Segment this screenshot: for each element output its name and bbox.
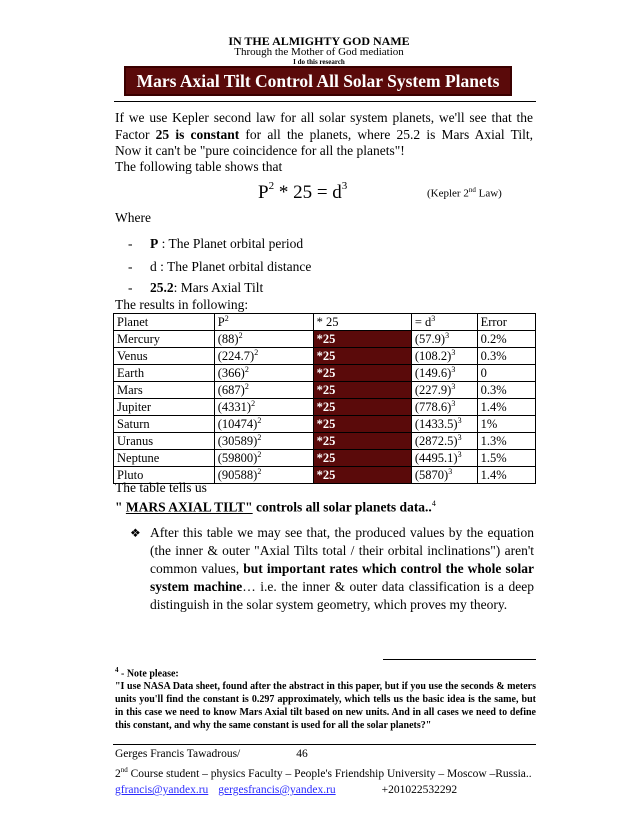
- formula-exp: 2: [268, 180, 275, 192]
- where-label: Where: [115, 210, 151, 225]
- table-cell-value: (778.6): [414, 400, 452, 414]
- cell-exponent: 3: [457, 449, 462, 459]
- email-link-1[interactable]: gfrancis@yandex.ru: [115, 784, 209, 796]
- intro-line-4: The following table shows that: [115, 159, 283, 174]
- table-cell: [411, 348, 477, 365]
- table-cell: [313, 348, 411, 365]
- table-cell-value: (687): [217, 383, 245, 397]
- table-cell: [114, 331, 215, 348]
- phone-number: +201022532292: [381, 784, 458, 796]
- table-cell-value: *25: [316, 434, 336, 448]
- cell-exponent: 3: [448, 466, 453, 476]
- cell-exponent: 2: [257, 415, 262, 425]
- table-cell-value: (57.9): [414, 332, 446, 346]
- table-cell: [114, 348, 215, 365]
- table-cell-value: (108.2): [414, 349, 452, 363]
- table-cell: [114, 450, 215, 467]
- table-summary: The table tells us: [115, 480, 207, 495]
- title-divider: [114, 101, 536, 102]
- table-cell: [313, 433, 411, 450]
- table-cell-value: (10474): [217, 417, 258, 431]
- cell-exponent: 3: [451, 398, 456, 408]
- cell-exponent: 2: [244, 364, 249, 374]
- definition-term: 25.2: [150, 280, 174, 295]
- table-cell-value: (227.9): [414, 383, 452, 397]
- cell-exponent: 3: [445, 330, 450, 340]
- footnote-body: "I use NASA Data sheet, found after the abstract in this paper, but if you use the seconds & meters units you'll find the constant is 0.297 approximately, which tells us the basic idea is the same, but in this case we need to know Mars Axial tilt based on new units. And in all cases we need to define this constant, and why the same constant is used for all the solar planets?": [115, 681, 536, 732]
- table-cell-value: Earth: [117, 366, 145, 380]
- table-cell: [114, 416, 215, 433]
- kepler-note-sup: nd: [468, 186, 476, 194]
- table-cell: [411, 416, 477, 433]
- table-cell: [411, 450, 477, 467]
- diamond-bullet-icon: ❖: [130, 526, 141, 540]
- table-cell-value: Jupiter: [117, 400, 152, 414]
- table-cell: [214, 365, 313, 382]
- table-cell-value: 0.2%: [480, 332, 507, 346]
- footer-contact-line: [115, 784, 457, 796]
- table-cell-value: 1.3%: [480, 434, 507, 448]
- table-header-cell: Planet: [114, 314, 215, 331]
- cell-exponent: 3: [457, 432, 462, 442]
- formula-lhs: P: [258, 182, 269, 203]
- results-table: [113, 313, 536, 484]
- intro-line-3: Now it can't be "pure coincidence for all the planets"!: [115, 143, 405, 158]
- cell-exponent: 3: [451, 381, 456, 391]
- table-cell: [411, 331, 477, 348]
- table-cell-value: (90588): [217, 468, 258, 482]
- table-row: [114, 365, 536, 382]
- table-cell-value: *25: [316, 332, 336, 346]
- table-cell-value: Mercury: [117, 332, 161, 346]
- table-cell-value: (224.7): [217, 349, 255, 363]
- table-cell: [477, 416, 535, 433]
- dash: -: [128, 259, 133, 274]
- footnote-ref: 4: [431, 499, 436, 508]
- table-row: [114, 348, 536, 365]
- table-cell-value: *25: [316, 383, 336, 397]
- table-cell: [214, 450, 313, 467]
- table-cell: [477, 433, 535, 450]
- footer-course-line: [115, 766, 532, 780]
- table-row: [114, 450, 536, 467]
- table-cell: [114, 399, 215, 416]
- table-cell-value: Pluto: [117, 468, 144, 482]
- footer-author-line: [115, 748, 308, 760]
- kepler-note: [427, 186, 502, 200]
- email-link-2[interactable]: gergesfrancis@yandex.ru: [218, 784, 336, 796]
- table-cell-value: 0.3%: [480, 349, 507, 363]
- intro-line-2: [115, 127, 533, 143]
- table-cell: [313, 331, 411, 348]
- formula-mid: * 25 = d: [274, 182, 342, 203]
- header-line-3: I do this research: [293, 58, 345, 66]
- table-cell-value: (149.6): [414, 366, 452, 380]
- cell-exponent: 2: [254, 347, 259, 357]
- footer-author: Gerges Francis Tawadrous/: [115, 748, 241, 760]
- table-cell: [411, 382, 477, 399]
- cell-exponent: 2: [257, 449, 262, 459]
- table-header-cell: $P^2$: [214, 314, 313, 331]
- intro-line-1: If we use Kepler second law for all solar system planets, we'll see that the: [115, 110, 533, 125]
- table-cell-value: (1433.5): [414, 417, 458, 431]
- table-cell-value: 1.4%: [480, 468, 507, 482]
- definition-text: d : The Planet orbital distance: [150, 259, 312, 274]
- intro-bold: 25 is constant: [155, 127, 240, 142]
- cell-exponent: 2: [251, 398, 256, 408]
- table-cell-value: *25: [316, 349, 336, 363]
- table-cell: [313, 467, 411, 484]
- table-cell: [313, 450, 411, 467]
- claim-underlined: MARS AXIAL TILT": [125, 499, 253, 515]
- table-cell: [477, 382, 535, 399]
- page-number: 46: [296, 748, 308, 760]
- footer-course-sup: nd: [120, 766, 128, 774]
- table-cell-value: *25: [316, 451, 336, 465]
- table-cell-value: (5870): [414, 468, 449, 482]
- definition-item: [128, 236, 303, 252]
- table-cell: [477, 467, 535, 484]
- table-cell-value: (88): [217, 332, 239, 346]
- table-cell-value: *25: [316, 400, 336, 414]
- header-line-1: IN THE ALMIGHTY GOD NAME: [228, 34, 410, 48]
- header-exponent: 2: [224, 313, 229, 323]
- cell-exponent: 2: [244, 381, 249, 391]
- cell-exponent: 3: [451, 347, 456, 357]
- table-cell: [477, 331, 535, 348]
- table-cell: [214, 467, 313, 484]
- claim-text: controls all solar planets data..: [252, 499, 432, 515]
- table-cell: [214, 382, 313, 399]
- cell-exponent: 2: [257, 432, 262, 442]
- kepler-note-text: Law): [475, 187, 502, 200]
- table-cell: [477, 399, 535, 416]
- kepler-formula: [258, 180, 347, 204]
- table-cell-value: (366): [217, 366, 245, 380]
- footnote-number: 4: [115, 666, 119, 674]
- table-cell: [114, 433, 215, 450]
- table-header-cell: = $d^3$: [411, 314, 477, 331]
- table-cell-value: *25: [316, 366, 336, 380]
- dash: -: [128, 280, 133, 295]
- table-cell: [214, 348, 313, 365]
- claim-quote: ": [115, 499, 126, 515]
- table-cell: [313, 399, 411, 416]
- intro-text: for all the planets, where 25.2 is Mars Axial Tilt,: [239, 127, 533, 142]
- table-cell: [214, 433, 313, 450]
- table-cell-value: (2872.5): [414, 434, 458, 448]
- table-cell: [477, 348, 535, 365]
- dash: -: [128, 236, 133, 251]
- table-cell: [477, 365, 535, 382]
- cell-exponent: 2: [257, 466, 262, 476]
- table-row: [114, 433, 536, 450]
- table-cell-value: 0: [480, 366, 487, 380]
- table-row: [114, 399, 536, 416]
- table-cell: [114, 365, 215, 382]
- table-cell: [411, 365, 477, 382]
- conclusion-bold: but important rates which control the whole solar system machine: [150, 561, 534, 594]
- kepler-note-text: (Kepler 2: [427, 187, 469, 200]
- table-cell-value: Saturn: [117, 417, 150, 431]
- table-row: [114, 416, 536, 433]
- formula-exp: 3: [341, 180, 348, 192]
- results-label: The results in following:: [115, 297, 249, 312]
- footnote-label: - Note please:: [118, 668, 179, 680]
- definition-term: P: [150, 236, 159, 251]
- footer-divider: [113, 744, 536, 745]
- table-row: [114, 382, 536, 399]
- table-cell: [214, 416, 313, 433]
- table-cell-value: (4495.1): [414, 451, 458, 465]
- cell-exponent: 2: [238, 330, 243, 340]
- definition-text: : Mars Axial Tilt: [173, 280, 264, 295]
- table-cell-value: Venus: [117, 349, 148, 363]
- table-cell: [214, 331, 313, 348]
- table-cell-value: (59800): [217, 451, 258, 465]
- table-cell-value: (30589): [217, 434, 258, 448]
- table-cell-value: 1.4%: [480, 400, 507, 414]
- definition-item: [128, 280, 263, 296]
- conclusion-text: … i.e. the inner & outer data classification is a deep distinguish in the solar system geometry, which proves my theory.: [150, 579, 534, 612]
- conclusion-paragraph: [150, 524, 534, 614]
- table-cell-value: *25: [316, 417, 336, 431]
- main-claim: [115, 499, 436, 516]
- table-cell: [411, 433, 477, 450]
- table-cell-value: *25: [316, 468, 336, 482]
- table-cell: [411, 399, 477, 416]
- table-cell: [411, 467, 477, 484]
- intro-text: Factor: [115, 127, 156, 142]
- table-cell: [114, 382, 215, 399]
- table-cell: [214, 399, 313, 416]
- table-cell-value: 1%: [480, 417, 498, 431]
- table-cell: [313, 382, 411, 399]
- cell-exponent: 3: [457, 415, 462, 425]
- header-line-2: Through the Mother of God mediation: [234, 46, 404, 58]
- table-cell-value: (4331): [217, 400, 252, 414]
- table-cell-value: 1.5%: [480, 451, 507, 465]
- definition-item: [128, 259, 311, 275]
- table-cell: [313, 416, 411, 433]
- header-exponent: 3: [431, 313, 436, 323]
- table-cell-value: Uranus: [117, 434, 154, 448]
- footnote-divider: [383, 659, 536, 660]
- table-cell-value: Mars: [117, 383, 143, 397]
- table-header-row: [114, 314, 536, 331]
- table-cell-value: 0.3%: [480, 383, 507, 397]
- table-row: [114, 331, 536, 348]
- table-header-cell: Error: [477, 314, 535, 331]
- page-title: Mars Axial Tilt Control All Solar System Planets: [124, 66, 512, 96]
- footer-course-num: 2: [115, 767, 121, 780]
- table-cell: [477, 450, 535, 467]
- table-cell-value: Neptune: [117, 451, 160, 465]
- footer-course: Course student – physics Faculty – People's Friendship University – Moscow –Russia..: [127, 767, 532, 780]
- footnote: [115, 664, 536, 732]
- cell-exponent: 3: [451, 364, 456, 374]
- conclusion-text: After this table we may see that, the produced values by the equation (the inner & outer "Axial Tilts total / their orbital inclinations") aren't common values,: [150, 525, 534, 576]
- table-cell: [313, 365, 411, 382]
- definition-text: : The Planet orbital period: [158, 236, 304, 251]
- table-header-cell: * 25: [313, 314, 411, 331]
